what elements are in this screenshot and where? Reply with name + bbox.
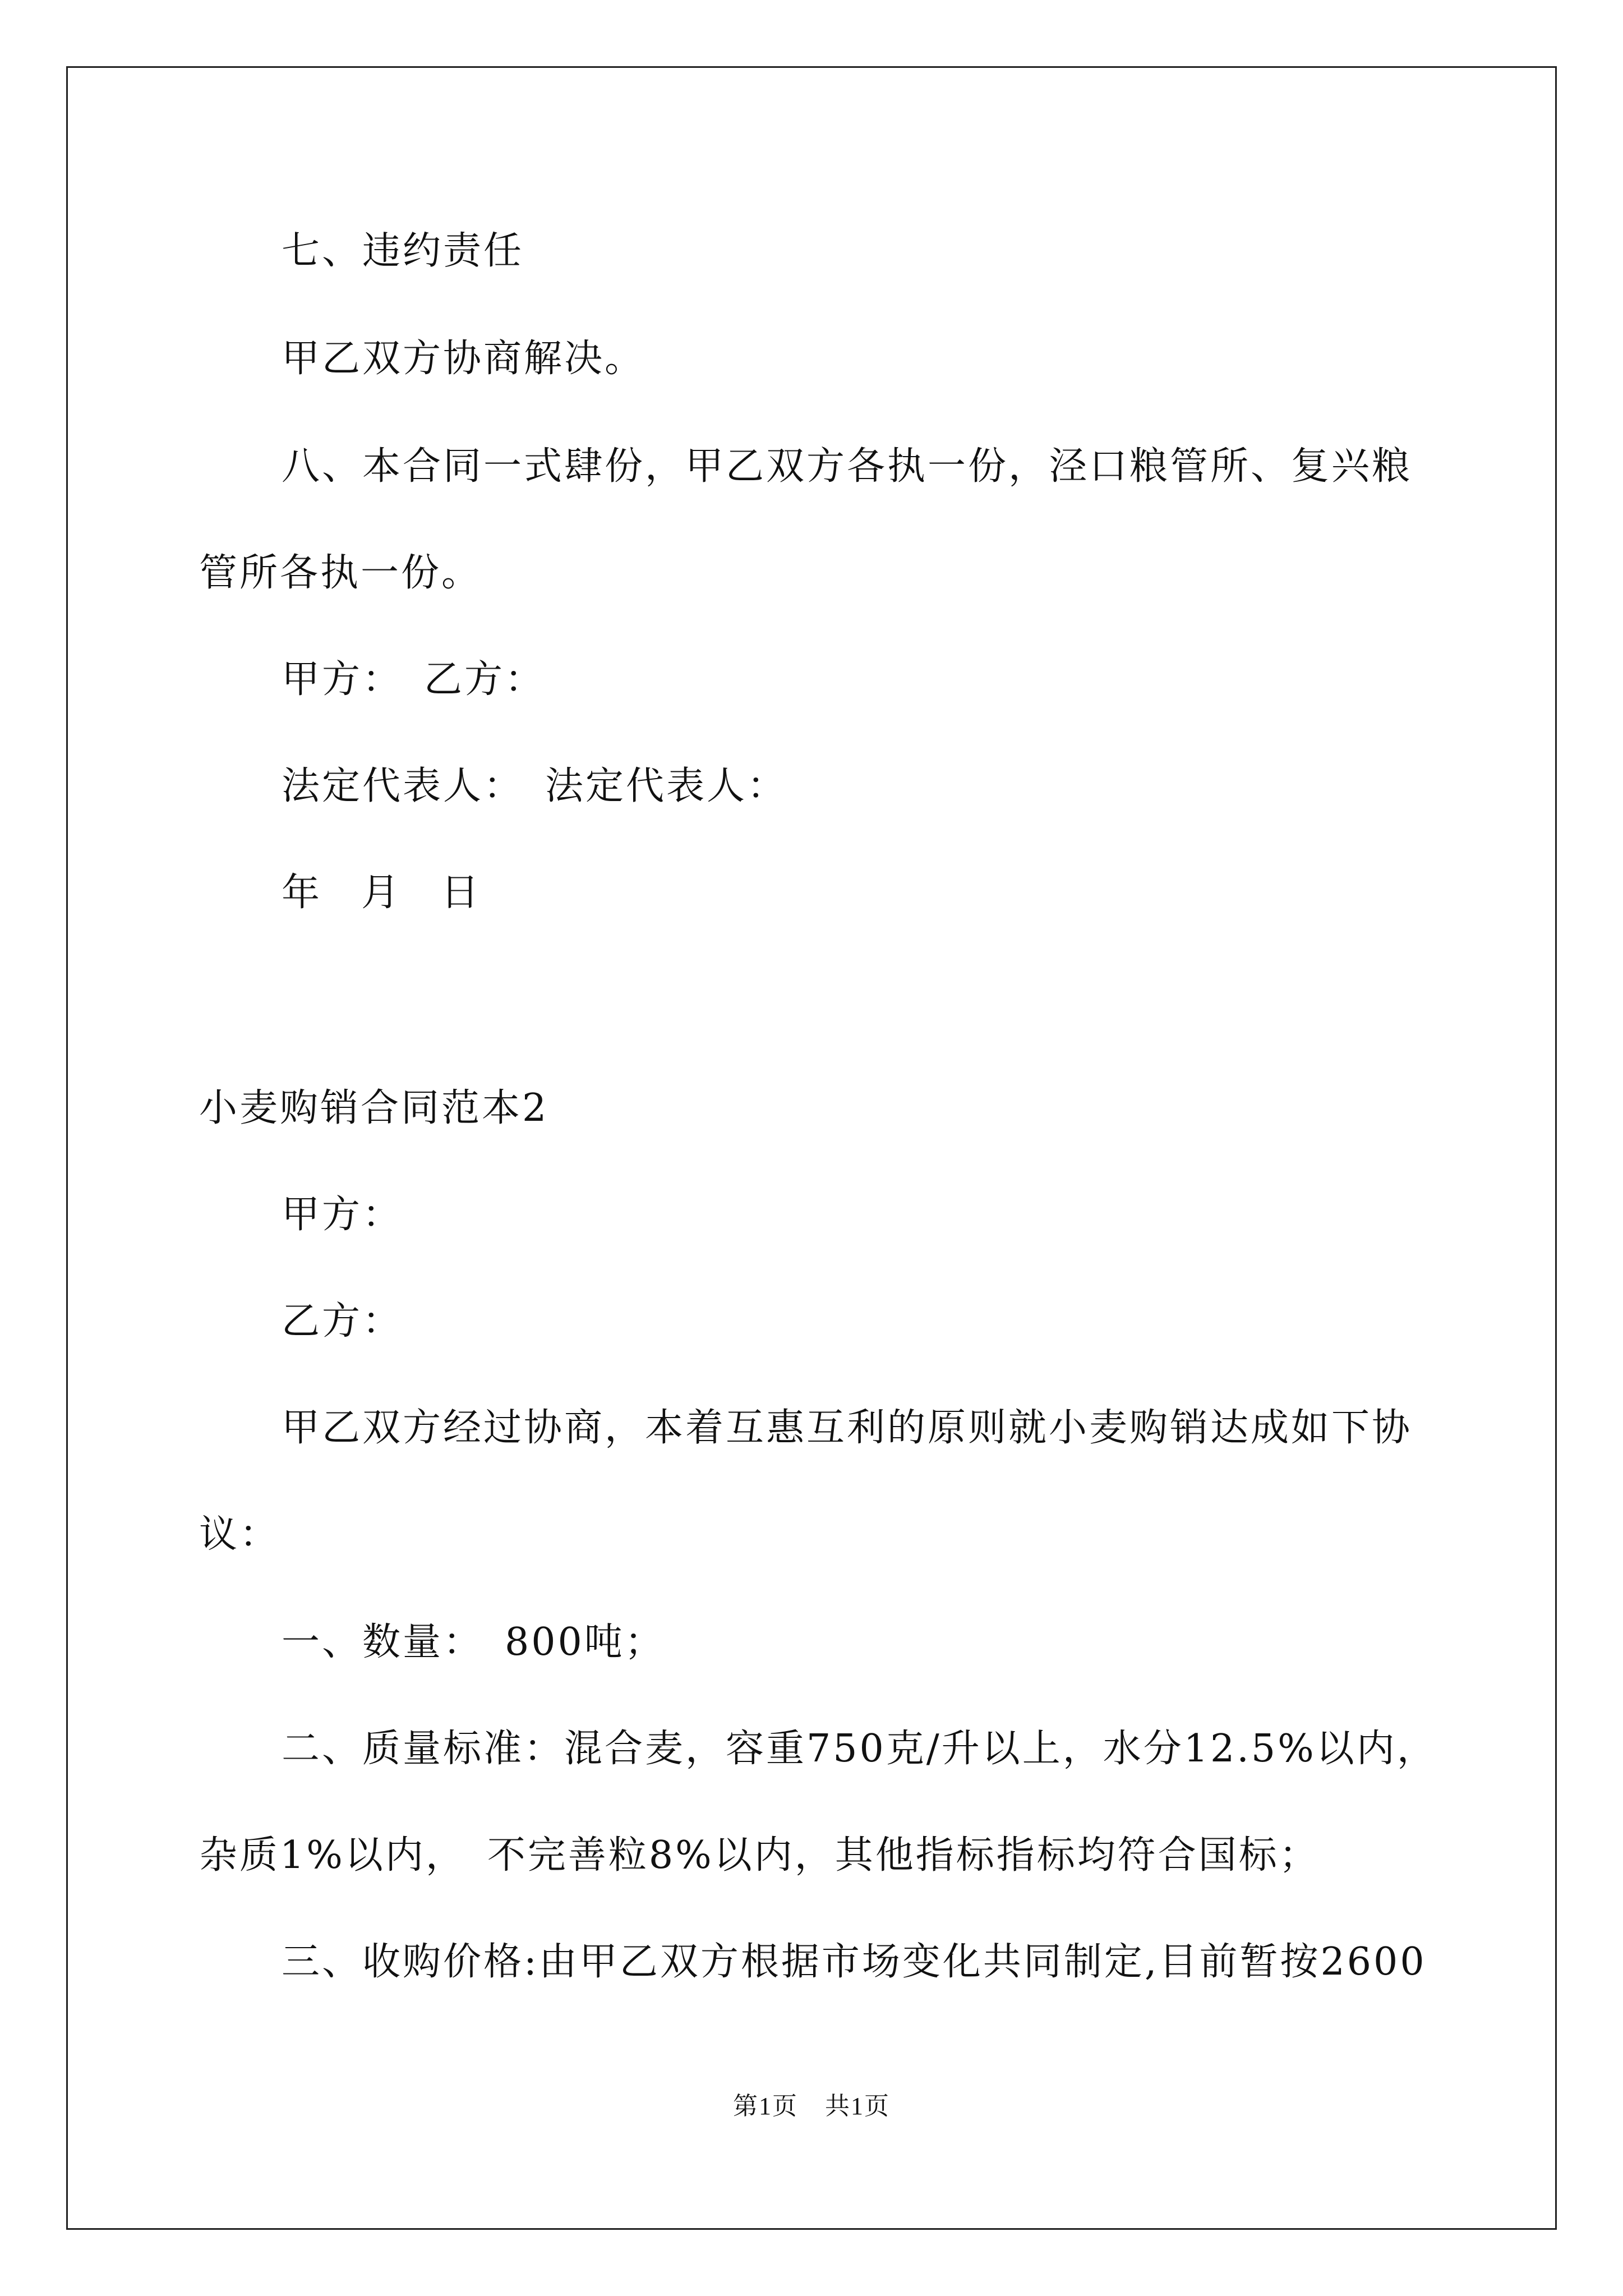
clause-price: 三、收购价格:由甲乙双方根据市场变化共同制定,目前暂按2600: [282, 1940, 1427, 1984]
document-title: 小麦购销合同范本2: [199, 1086, 549, 1130]
clause-quality-continuation: 杂质1%以内， 不完善粒8%以内，其他指标指标均符合国标；: [199, 1833, 1320, 1878]
signature-representatives: [282, 764, 787, 809]
paragraph: 甲乙双方经过协商，本着互惠互利的原则就小麦购销达成如下协: [282, 1406, 1413, 1450]
month-label: 月: [361, 871, 402, 915]
legal-rep-a-label: 法定代表人：: [282, 764, 524, 808]
signature-date: [282, 871, 481, 915]
section-heading-breach: 七、违约责任: [282, 229, 524, 273]
party-a-label: 甲方：: [282, 657, 403, 702]
paragraph-continuation: 议：: [199, 1512, 280, 1557]
paragraph: 八、本合同一式肆份，甲乙双方各执一份，泾口粮管所、复兴粮: [282, 444, 1413, 489]
year-label: 年: [282, 871, 322, 915]
signature-parties: [282, 657, 545, 702]
party-b-field: 乙方：: [282, 1299, 403, 1343]
party-a-field: 甲方：: [282, 1193, 403, 1237]
page-number: 第1页: [733, 2092, 798, 2120]
paragraph-continuation: 管所各执一份。: [199, 551, 482, 595]
page-total: 共1页: [825, 2092, 890, 2120]
paragraph: 甲乙双方协商解决。: [282, 337, 645, 381]
party-b-label: 乙方：: [424, 657, 546, 702]
clause-quality: 二、质量标准：混合麦，容重750克/升以上，水分12.5%以内，: [282, 1727, 1437, 1771]
legal-rep-b-label: 法定代表人：: [545, 764, 788, 808]
clause-quantity: 一、数量： 800吨；: [282, 1620, 665, 1664]
day-label: 日: [441, 871, 482, 915]
page-border: [66, 66, 1557, 2230]
page-footer: [0, 2091, 1623, 2122]
